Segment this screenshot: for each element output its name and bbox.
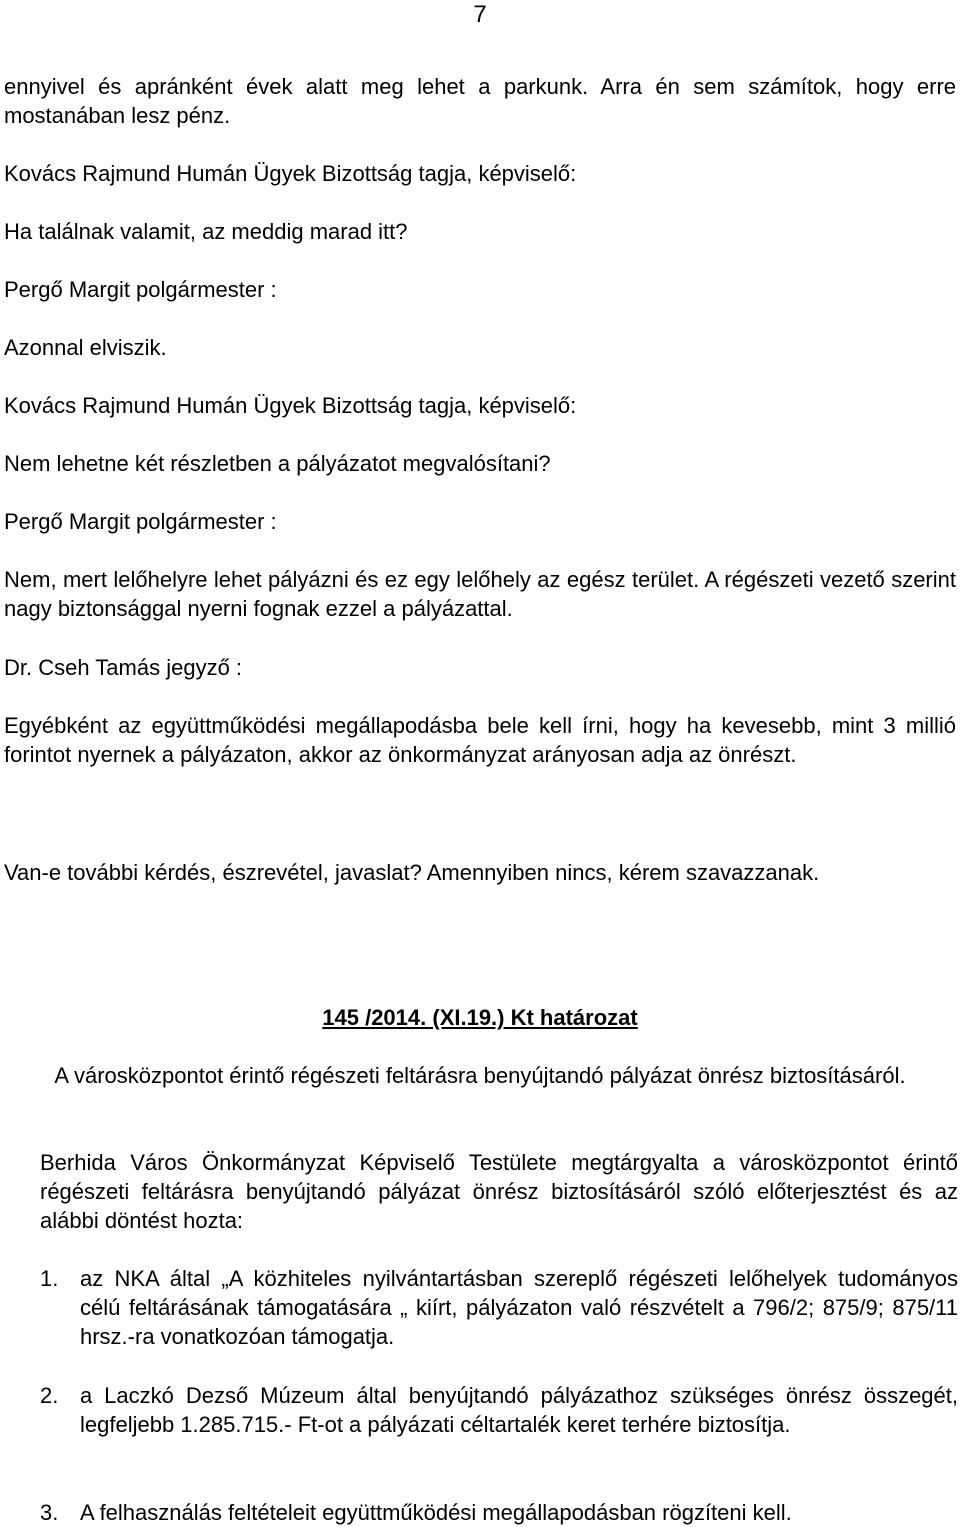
resolution-title: 145 /2014. (XI.19.) Kt határozat — [322, 1005, 638, 1030]
statement-pergo-2: Nem, mert lelőhelyre lehet pályázni és ez egy lelőhely az egész terület. A régészeti vezető szerint nagy biztonsággal nyerni fognak ezzel a pályázattal. — [4, 567, 956, 621]
statement-pergo-1: Azonnal elviszik. — [4, 335, 167, 360]
page-number: 7 — [473, 1, 487, 28]
item-text: a Laczkó Dezső Múzeum által benyújtandó pályázathoz szükséges önrész összegét, legfeljebb 1.285.715.- Ft-ot a pályázati céltartalék keret terhére biztosítja. — [80, 1383, 958, 1437]
resolution-item-2 — [40, 1381, 958, 1439]
speaker-cseh: Dr. Cseh Tamás jegyző : — [4, 655, 243, 680]
item-number: 1. — [40, 1266, 59, 1291]
statement-cseh: Egyébként az együttműködési megállapodásba bele kell írni, hogy ha kevesebb, mint 3 millió forintot nyernek a pályázaton, akkor az önkormányzat arányosan adja az önrészt. — [4, 713, 956, 767]
speaker-kovacs-2: Kovács Rajmund Humán Ügyek Bizottság tagja, képviselő: — [4, 393, 577, 418]
statement-kovacs-1: Ha találnak valamit, az meddig marad itt? — [4, 219, 408, 244]
paragraph-continuation: ennyivel és apránként évek alatt meg lehet a parkunk. Arra én sem számítok, hogy erre mostanában lesz pénz. — [4, 74, 956, 128]
speaker-pergo-1: Pergő Margit polgármester : — [4, 277, 277, 302]
resolution-item-1 — [40, 1264, 958, 1351]
speaker-pergo-2: Pergő Margit polgármester : — [4, 509, 277, 534]
resolution-item-3 — [40, 1498, 958, 1527]
statement-vote-call: Van-e további kérdés, észrevétel, javaslat? Amennyiben nincs, kérem szavazzanak. — [4, 860, 820, 885]
item-number: 2. — [40, 1383, 59, 1408]
resolution-intro: Berhida Város Önkormányzat Képviselő Testülete megtárgyalta a városközpontot érintő régészeti feltárásra benyújtandó pályázat önrész biztosításáról szóló előterjesztést és az alábbi döntést hozta: — [40, 1150, 958, 1233]
speaker-kovacs-1: Kovács Rajmund Humán Ügyek Bizottság tagja, képviselő: — [4, 161, 577, 186]
resolution-subject: A városközpontot érintő régészeti feltárásra benyújtandó pályázat önrész biztosításáról. — [54, 1063, 906, 1088]
item-number: 3. — [40, 1500, 59, 1525]
item-text: az NKA által „A közhiteles nyilvántartásban szereplő régészeti lelőhelyek tudományos célú feltárásának támogatására „ kiírt, pályázaton való részvételt a 796/2; 875/9; 875/11 hrsz.-ra vonatkozóan támogatja. — [80, 1266, 958, 1349]
item-text: A felhasználás feltételeit együttműködési megállapodásban rögzíteni kell. — [80, 1500, 792, 1525]
statement-kovacs-2: Nem lehetne két részletben a pályázatot megvalósítani? — [4, 451, 551, 476]
